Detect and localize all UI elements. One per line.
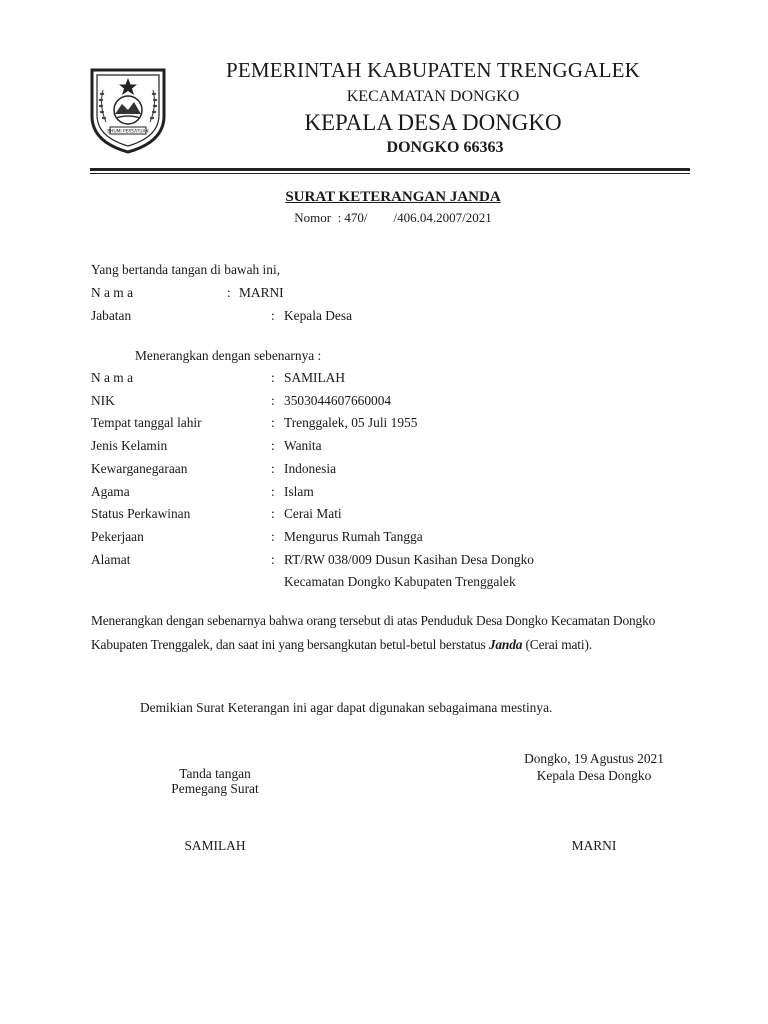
letter-title: SURAT KETERANGAN JANDA xyxy=(285,189,501,205)
statement-paragraph xyxy=(91,609,691,657)
field-label: Pekerjaan xyxy=(91,529,144,544)
field-value: Indonesia xyxy=(284,461,337,476)
intro-text: Yang bertanda tangan di bawah ini, xyxy=(91,262,281,277)
letterhead-district: KECAMATAN DONGKO xyxy=(346,88,520,105)
kabupaten-trenggalek-logo xyxy=(86,64,170,154)
field-colon: : xyxy=(271,506,275,521)
field-label: Alamat xyxy=(91,552,131,567)
signature-position: Kepala Desa Dongko xyxy=(536,768,652,783)
letterhead-rule-thick xyxy=(90,168,690,171)
letterhead-village-head: KEPALA DESA DONGKO xyxy=(304,110,562,135)
signer-position-value: Kepala Desa xyxy=(284,308,353,323)
signature-place-date: Dongko, 19 Agustus 2021 xyxy=(524,751,664,766)
field-colon: : xyxy=(271,529,275,544)
signer-name-label: N a m a xyxy=(91,285,134,300)
field-value: SAMILAH xyxy=(284,370,346,385)
village-head-name: MARNI xyxy=(571,838,617,853)
closing-text: Demikian Surat Keterangan ini agar dapat digunakan sebagaimana mestinya. xyxy=(140,700,553,715)
field-colon: : xyxy=(271,438,275,453)
address-line-2: Kecamatan Dongko Kabupaten Trenggalek xyxy=(284,574,516,589)
statement-text: Menerangkan dengan sebenarnya bahwa orang tersebut di atas Penduduk Desa Dongko Kecamatan Dongko Kabupaten Trenggalek, dan saat ini yang bersangkutan betul-betul berstatus xyxy=(91,613,656,652)
field-colon: : xyxy=(271,484,275,499)
holder-name: SAMILAH xyxy=(184,838,246,853)
signer-position-colon: : xyxy=(271,308,275,323)
holder-signature-label-2: Pemegang Surat xyxy=(171,781,259,796)
signer-position-label: Jabatan xyxy=(91,308,132,323)
field-colon: : xyxy=(271,552,275,567)
signer-name-colon: : xyxy=(227,285,231,300)
statement-text-end: (Cerai mati). xyxy=(522,637,592,652)
letterhead-government: PEMERINTAH KABUPATEN TRENGGALEK xyxy=(225,58,641,82)
field-label: Status Perkawinan xyxy=(91,506,191,521)
field-value: RT/RW 038/009 Dusun Kasihan Desa Dongko xyxy=(284,552,535,567)
field-label: N a m a xyxy=(91,370,134,385)
field-colon: : xyxy=(271,370,275,385)
field-label: Tempat tanggal lahir xyxy=(91,415,202,430)
field-value: 3503044607660004 xyxy=(284,393,392,408)
field-colon: : xyxy=(271,415,275,430)
field-label: NIK xyxy=(91,393,115,408)
menerangkan-text: Menerangkan dengan sebenarnya : xyxy=(135,348,322,363)
field-colon: : xyxy=(271,393,275,408)
field-label: Kewarganegaraan xyxy=(91,461,188,476)
field-label: Jenis Kelamin xyxy=(91,438,168,453)
field-colon: : xyxy=(271,461,275,476)
field-value: Islam xyxy=(284,484,314,499)
statement-janda: Janda xyxy=(488,637,523,652)
holder-signature-label: Tanda tangan xyxy=(179,766,251,781)
letter-number: Nomor : 470/ /406.04.2007/2021 xyxy=(294,210,492,225)
letterhead-rule-thin xyxy=(90,173,690,174)
field-value: Mengurus Rumah Tangga xyxy=(284,529,423,544)
field-value: Wanita xyxy=(284,438,322,453)
logo-motto: BHUMI PERSATUAN xyxy=(107,129,149,135)
field-label: Agama xyxy=(91,484,130,499)
field-value: Trenggalek, 05 Juli 1955 xyxy=(284,415,418,430)
signer-name-value: MARNI xyxy=(239,285,284,300)
letterhead-postal: DONGKO 66363 xyxy=(386,139,504,156)
field-value: Cerai Mati xyxy=(284,506,342,521)
